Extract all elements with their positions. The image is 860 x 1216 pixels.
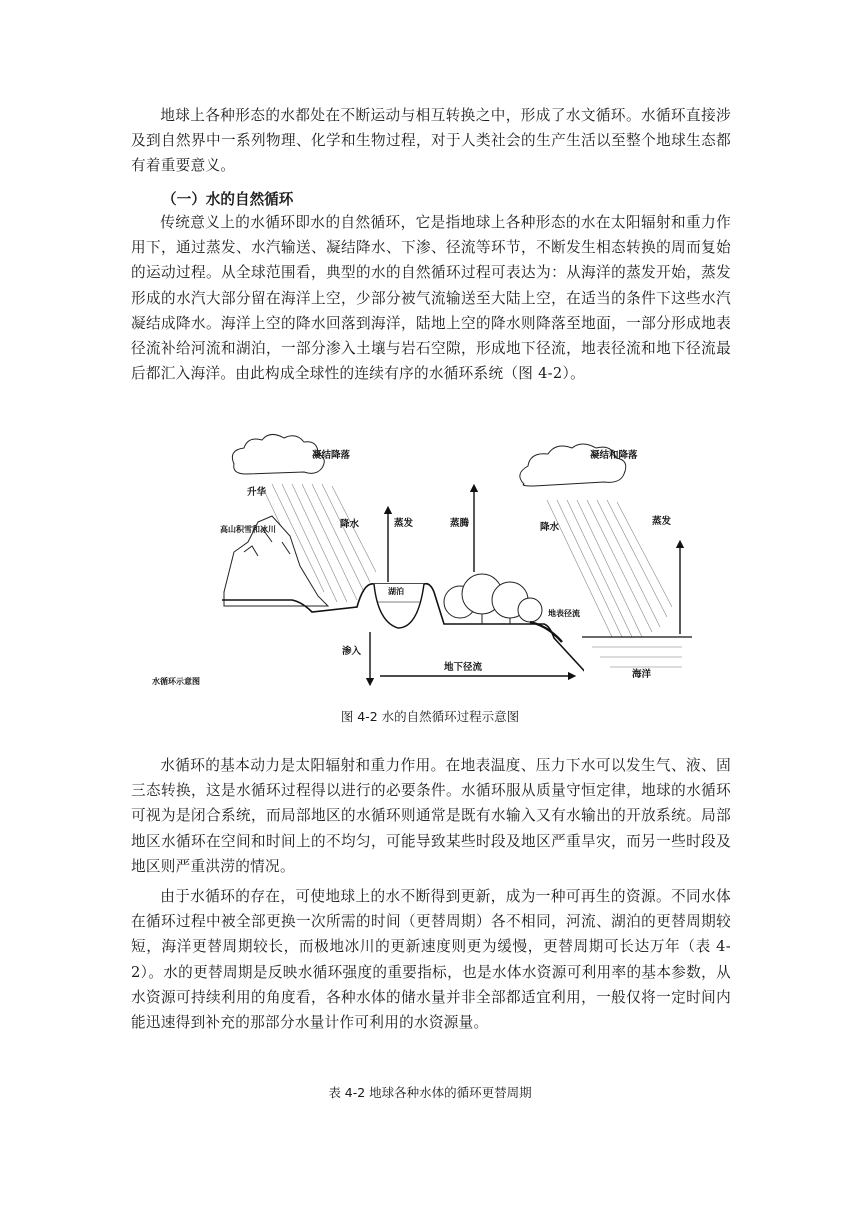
figure-caption: 图 4-2 水的自然循环过程示意图: [340, 709, 520, 724]
label-lake: 湖泊: [388, 587, 404, 596]
label-groundwater: 地下径流: [444, 662, 483, 673]
driving-force-paragraph: 水循环的基本动力是太阳辐射和重力作用。在地表温度、压力下水可以发生气、液、固三态转换，这是水循环过程得以进行的必要条件。水循环服从质量守恒定律，地球的水循环可视为是闭合系统，而局部地区的水循环则通常是既有水输入又有水输出的开放系统。局部地区水循环在空间和时间上的不均匀，可能导致某些时段及地区严重旱灾，而另一些时段及地区则严重洪涝的情况。: [131, 757, 731, 875]
water-cycle-diagram: [152, 432, 712, 694]
label-condense-left: 凝结降落: [312, 450, 351, 461]
diagram-title: 水循环示意图: [152, 677, 200, 686]
label-precip-left: 降水: [340, 519, 360, 530]
label-surface-runoff: 地表径流: [548, 609, 580, 618]
label-ocean: 海洋: [632, 669, 652, 680]
natural-cycle-paragraph: 传统意义上的水循环即水的自然循环，它是指地球上各种形态的水在太阳辐射和重力作用下，通过蒸发、水汽输送、凝结降水、下渗、径流等环节，不断发生相态转换的周而复始的运动过程。从全球范围看，典型的水的自然循环过程可表达为：从海洋的蒸发开始，蒸发形成的水汽大部分留在海洋上空，少部分被气流输送至大陆上空，在适当的条件下这些水汽凝结成降水。海洋上空的降水回落到海洋，陆地上空的降水则降落至地面，一部分形成地表径流补给河流和湖泊，一部分渗入土壤与岩石空隙，形成地下径流，地表径流和地下径流最后都汇入海洋。由此构成全球性的连续有序的水循环系统（图 4-2）。: [131, 214, 731, 383]
label-evap-right: 蒸发: [652, 516, 672, 527]
table-caption: 表 4-2 地球各种水体的循环更替周期: [328, 1085, 532, 1100]
section-heading: （一）水的自然循环: [162, 191, 294, 208]
label-condense-right: 凝结和降落: [590, 450, 638, 461]
label-snow: 高山积雪和冰川: [220, 525, 276, 534]
intro-paragraph: 地球上各种形态的水都处在不断运动与相互转换之中，形成了水文循环。水循环直接涉及到自然界中一系列物理、化学和生物过程，对于人类社会的生产生活以至整个地球生态都有着重要意义。: [131, 107, 731, 175]
trees-icon: [444, 574, 542, 624]
label-sublimation: 升华: [247, 487, 267, 498]
renewal-paragraph: 由于水循环的存在，可使地球上的水不断得到更新，成为一种可再生的资源。不同水体在循环过程中被全部更换一次所需的时间（更替周期）各不相同，河流、湖泊的更替周期较短，海洋更替周期较长，而极地冰川的更新速度则更为缓慢，更替周期可长达万年（表 4-2）。水的更替周期是反映水循环强度的重要指标，也是水体水资源可利用率的基本参数，从水资源可持续利用的角度看，各种水体的储水量并非全部都适宜利用，一般仅将一定时间内能迅速得到补充的那部分水量计作可利用的水资源量。: [131, 888, 731, 1032]
label-evap-left: 蒸发: [394, 518, 414, 529]
label-transpiration: 蒸腾: [450, 518, 470, 529]
label-infiltration: 渗入: [342, 646, 362, 657]
label-precip-right: 降水: [540, 522, 560, 533]
ocean: [584, 637, 692, 689]
cloud-left-icon: [232, 434, 324, 474]
